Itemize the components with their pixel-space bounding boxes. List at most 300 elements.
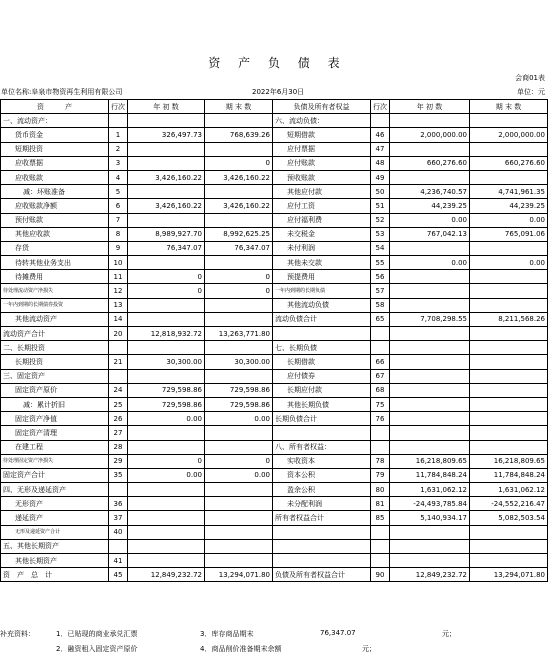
liability-line-no: 58 xyxy=(371,298,390,312)
liability-line-no xyxy=(371,539,390,553)
asset-line-no: 13 xyxy=(109,298,128,312)
liability-line-no: 55 xyxy=(371,256,390,270)
asset-line-no: 5 xyxy=(109,185,128,199)
table-row xyxy=(1,170,548,184)
liability-end-amount xyxy=(470,270,548,284)
liability-begin-amount: 12,849,232.72 xyxy=(390,568,470,582)
asset-end-amount: 729,598.86 xyxy=(205,383,273,397)
asset-name: 待摊费用 xyxy=(1,270,109,284)
form-number: 会商01表 xyxy=(515,74,545,82)
liability-line-no: 54 xyxy=(371,241,390,255)
table-row xyxy=(1,369,548,383)
liability-name: 负债及所有者权益合计 xyxy=(273,568,371,582)
table-row xyxy=(1,539,548,553)
table-row xyxy=(1,256,548,270)
asset-end-amount: 8,992,625.25 xyxy=(205,227,273,241)
table-row xyxy=(1,426,548,440)
asset-end-amount xyxy=(205,497,273,511)
liability-line-no xyxy=(371,554,390,568)
asset-end-amount xyxy=(205,426,273,440)
asset-line-no: 10 xyxy=(109,256,128,270)
liability-line-no: 78 xyxy=(371,454,390,468)
supplement-item-3-amount: 76,347.07 xyxy=(320,629,356,637)
asset-line-no: 14 xyxy=(109,312,128,326)
liability-begin-amount xyxy=(390,412,470,426)
liability-end-amount xyxy=(470,298,548,312)
asset-end-amount: 76,347.07 xyxy=(205,241,273,255)
liability-begin-amount xyxy=(390,539,470,553)
asset-name: 一年内到期的长期债券投资 xyxy=(1,298,109,312)
asset-end-amount: 3,426,160.22 xyxy=(205,170,273,184)
asset-line-no: 29 xyxy=(109,454,128,468)
asset-end-amount: 13,263,771.80 xyxy=(205,327,273,341)
asset-line-no: 40 xyxy=(109,525,128,539)
liability-begin-amount: 44,239.25 xyxy=(390,199,470,213)
column-header: 期 末 数 xyxy=(470,100,548,114)
column-header: 年 初 数 xyxy=(128,100,205,114)
asset-begin-amount: 0.00 xyxy=(128,468,205,482)
asset-end-amount: 0.00 xyxy=(205,412,273,426)
liability-begin-amount: 660,276.60 xyxy=(390,156,470,170)
asset-line-no: 27 xyxy=(109,426,128,440)
asset-line-no xyxy=(109,114,128,128)
asset-begin-amount: 729,598.86 xyxy=(128,397,205,411)
liability-begin-amount xyxy=(390,426,470,440)
liability-begin-amount xyxy=(390,284,470,298)
liability-end-amount: 8,211,568.26 xyxy=(470,312,548,326)
table-row xyxy=(1,412,548,426)
asset-end-amount: 30,300.00 xyxy=(205,355,273,369)
asset-name: 减：坏账准备 xyxy=(1,185,109,199)
liability-name: 应付工资 xyxy=(273,199,371,213)
liability-end-amount: 765,091.06 xyxy=(470,227,548,241)
asset-begin-amount xyxy=(128,369,205,383)
asset-begin-amount: 0 xyxy=(128,454,205,468)
liability-end-amount xyxy=(470,440,548,454)
liability-begin-amount: -24,493,785.84 xyxy=(390,497,470,511)
liability-begin-amount xyxy=(390,554,470,568)
liability-name: 所有者权益合计 xyxy=(273,511,371,525)
asset-line-no: 6 xyxy=(109,199,128,213)
table-row xyxy=(1,440,548,454)
supplement-label: 补充资料： xyxy=(0,630,35,638)
liability-end-amount: 0.00 xyxy=(470,213,548,227)
table-row xyxy=(1,397,548,411)
liability-line-no xyxy=(371,525,390,539)
asset-begin-amount xyxy=(128,554,205,568)
liability-line-no: 52 xyxy=(371,213,390,227)
asset-line-no: 2 xyxy=(109,142,128,156)
asset-begin-amount xyxy=(128,525,205,539)
table-row xyxy=(1,327,548,341)
asset-name: 在建工程 xyxy=(1,440,109,454)
liability-begin-amount xyxy=(390,170,470,184)
table-row xyxy=(1,497,548,511)
asset-end-amount xyxy=(205,213,273,227)
asset-name: 二、长期投资 xyxy=(1,341,109,355)
liability-line-no: 56 xyxy=(371,270,390,284)
liability-name: 盈余公积 xyxy=(273,483,371,497)
liability-line-no: 49 xyxy=(371,170,390,184)
liability-begin-amount xyxy=(390,525,470,539)
liability-begin-amount xyxy=(390,142,470,156)
table-row xyxy=(1,312,548,326)
liability-end-amount: 660,276.60 xyxy=(470,156,548,170)
liability-name: 短期借款 xyxy=(273,128,371,142)
asset-line-no: 12 xyxy=(109,284,128,298)
liability-line-no: 75 xyxy=(371,397,390,411)
asset-line-no: 1 xyxy=(109,128,128,142)
asset-begin-amount: 326,497.73 xyxy=(128,128,205,142)
asset-end-amount xyxy=(205,483,273,497)
liability-end-amount: 5,082,503.54 xyxy=(470,511,548,525)
supplement-item-1: 1．已贴现的商业承兑汇票 xyxy=(56,630,138,638)
asset-name: 减：累计折旧 xyxy=(1,397,109,411)
liability-name xyxy=(273,539,371,553)
liability-line-no xyxy=(371,426,390,440)
liability-line-no: 90 xyxy=(371,568,390,582)
column-header: 年 初 数 xyxy=(390,100,470,114)
asset-name: 应收票据 xyxy=(1,156,109,170)
supplement-line-1 xyxy=(0,629,555,641)
asset-line-no: 20 xyxy=(109,327,128,341)
liability-name xyxy=(273,327,371,341)
liability-name: 八、所有者权益： xyxy=(273,440,371,454)
table-row xyxy=(1,525,548,539)
asset-name: 五、其他长期资产 xyxy=(1,539,109,553)
liability-begin-amount xyxy=(390,341,470,355)
supplement-item-4: 4．商品削价准备期末余额 xyxy=(200,645,282,653)
report-title: 资 产 负 债 表 xyxy=(208,56,347,70)
asset-end-amount: 0 xyxy=(205,454,273,468)
liability-begin-amount: 4,236,740.57 xyxy=(390,185,470,199)
asset-end-amount: 0.00 xyxy=(205,468,273,482)
asset-begin-amount xyxy=(128,511,205,525)
liability-begin-amount xyxy=(390,369,470,383)
liability-name: 六、流动负债： xyxy=(273,114,371,128)
liability-end-amount xyxy=(470,114,548,128)
liability-line-no: 67 xyxy=(371,369,390,383)
table-row xyxy=(1,213,548,227)
asset-end-amount xyxy=(205,142,273,156)
asset-line-no: 37 xyxy=(109,511,128,525)
asset-name: 四、无形及递延资产 xyxy=(1,483,109,497)
liability-name: 预收账款 xyxy=(273,170,371,184)
asset-name: 短期投资 xyxy=(1,142,109,156)
asset-name: 其他流动资产 xyxy=(1,312,109,326)
asset-line-no xyxy=(109,369,128,383)
liability-name: 未交税金 xyxy=(273,227,371,241)
asset-begin-amount: 12,818,932.72 xyxy=(128,327,205,341)
asset-name: 资 产 总 计 xyxy=(1,568,109,582)
asset-line-no: 35 xyxy=(109,468,128,482)
table-row xyxy=(1,114,548,128)
liability-line-no: 48 xyxy=(371,156,390,170)
liability-end-amount xyxy=(470,397,548,411)
liability-begin-amount: 2,000,000.00 xyxy=(390,128,470,142)
table-row xyxy=(1,298,548,312)
asset-line-no: 28 xyxy=(109,440,128,454)
asset-begin-amount xyxy=(128,483,205,497)
liability-line-no xyxy=(371,114,390,128)
liability-line-no xyxy=(371,327,390,341)
asset-begin-amount xyxy=(128,185,205,199)
liability-line-no: 46 xyxy=(371,128,390,142)
liability-end-amount: 4,741,961.35 xyxy=(470,185,548,199)
asset-begin-amount: 30,300.00 xyxy=(128,355,205,369)
asset-line-no: 8 xyxy=(109,227,128,241)
table-row xyxy=(1,156,548,170)
liability-begin-amount xyxy=(390,327,470,341)
asset-begin-amount: 12,849,232.72 xyxy=(128,568,205,582)
column-header: 负债及所有者权益 xyxy=(273,100,371,114)
liability-end-amount: 13,294,071.80 xyxy=(470,568,548,582)
asset-name: 固定资产净值 xyxy=(1,412,109,426)
asset-end-amount xyxy=(205,114,273,128)
asset-begin-amount: 3,426,160.22 xyxy=(128,199,205,213)
asset-begin-amount xyxy=(128,114,205,128)
asset-name: 待处理固定资产净损失 xyxy=(1,454,109,468)
liability-end-amount xyxy=(470,525,548,539)
liability-begin-amount: 16,218,809.65 xyxy=(390,454,470,468)
asset-line-no: 11 xyxy=(109,270,128,284)
liability-name: 未付利润 xyxy=(273,241,371,255)
liability-line-no xyxy=(371,341,390,355)
liability-end-amount xyxy=(470,142,548,156)
asset-name: 三、固定资产 xyxy=(1,369,109,383)
liability-line-no: 76 xyxy=(371,412,390,426)
liability-end-amount xyxy=(470,412,548,426)
header-row xyxy=(1,100,548,114)
liability-name xyxy=(273,426,371,440)
asset-name: 长期投资 xyxy=(1,355,109,369)
liability-line-no: 85 xyxy=(371,511,390,525)
column-header: 行次 xyxy=(371,100,390,114)
liability-begin-amount: 11,784,848.24 xyxy=(390,468,470,482)
liability-end-amount: 1,631,062.12 xyxy=(470,483,548,497)
liability-name: 应付账款 xyxy=(273,156,371,170)
asset-begin-amount: 76,347.07 xyxy=(128,241,205,255)
currency-unit: 单位：元 xyxy=(517,88,545,96)
liability-end-amount xyxy=(470,426,548,440)
table-row xyxy=(1,554,548,568)
liability-begin-amount: 1,631,062.12 xyxy=(390,483,470,497)
asset-begin-amount xyxy=(128,440,205,454)
table-row xyxy=(1,468,548,482)
asset-line-no: 25 xyxy=(109,397,128,411)
supplement-item-4-unit: 元； xyxy=(362,645,376,653)
liability-name: 长期借款 xyxy=(273,355,371,369)
liability-end-amount xyxy=(470,170,548,184)
liability-begin-amount: 7,708,298.55 xyxy=(390,312,470,326)
liability-line-no: 81 xyxy=(371,497,390,511)
asset-begin-amount: 3,426,160.22 xyxy=(128,170,205,184)
asset-end-amount xyxy=(205,539,273,553)
asset-begin-amount xyxy=(128,497,205,511)
asset-end-amount xyxy=(205,341,273,355)
asset-end-amount xyxy=(205,525,273,539)
asset-end-amount: 13,294,071.80 xyxy=(205,568,273,582)
asset-name: 预付账款 xyxy=(1,213,109,227)
liability-begin-amount xyxy=(390,397,470,411)
liability-line-no: 51 xyxy=(371,199,390,213)
liability-line-no: 66 xyxy=(371,355,390,369)
liability-name: 其他应付款 xyxy=(273,185,371,199)
liability-name: 其他长期负债 xyxy=(273,397,371,411)
liability-end-amount xyxy=(470,539,548,553)
asset-begin-amount xyxy=(128,426,205,440)
table-row xyxy=(1,284,548,298)
asset-end-amount: 0 xyxy=(205,156,273,170)
liability-end-amount xyxy=(470,554,548,568)
asset-begin-amount xyxy=(128,312,205,326)
liability-name: 其他流动负债 xyxy=(273,298,371,312)
liability-begin-amount: 0.00 xyxy=(390,213,470,227)
asset-begin-amount xyxy=(128,539,205,553)
report-meta xyxy=(0,87,555,98)
asset-begin-amount xyxy=(128,256,205,270)
asset-end-amount xyxy=(205,185,273,199)
asset-line-no: 4 xyxy=(109,170,128,184)
liability-name: 未分配利润 xyxy=(273,497,371,511)
supplement-item-2: 2．融资租入固定资产原价 xyxy=(56,645,138,653)
asset-line-no: 21 xyxy=(109,355,128,369)
liability-line-no: 47 xyxy=(371,142,390,156)
asset-name: 待转其他业务支出 xyxy=(1,256,109,270)
asset-name: 应收账款 xyxy=(1,170,109,184)
liability-line-no: 65 xyxy=(371,312,390,326)
asset-line-no xyxy=(109,341,128,355)
column-header: 资 产 xyxy=(1,100,109,114)
column-header: 期 末 数 xyxy=(205,100,273,114)
asset-line-no: 9 xyxy=(109,241,128,255)
asset-begin-amount: 729,598.86 xyxy=(128,383,205,397)
liability-begin-amount xyxy=(390,298,470,312)
liability-line-no: 50 xyxy=(371,185,390,199)
liability-begin-amount xyxy=(390,270,470,284)
asset-line-no: 45 xyxy=(109,568,128,582)
asset-end-amount: 768,639.26 xyxy=(205,128,273,142)
table-row xyxy=(1,199,548,213)
table-row xyxy=(1,227,548,241)
asset-name: 固定资产合计 xyxy=(1,468,109,482)
asset-name: 固定资产清理 xyxy=(1,426,109,440)
liability-end-amount: -24,552,216.47 xyxy=(470,497,548,511)
liability-end-amount xyxy=(470,241,548,255)
asset-line-no: 7 xyxy=(109,213,128,227)
asset-name: 其他应收款 xyxy=(1,227,109,241)
asset-name: 存货 xyxy=(1,241,109,255)
liability-name: 流动负债合计 xyxy=(273,312,371,326)
table-row xyxy=(1,383,548,397)
supplement-item-3: 3．库存商品期末 xyxy=(200,630,254,638)
asset-name: 其他长期资产 xyxy=(1,554,109,568)
liability-name: 长期应付款 xyxy=(273,383,371,397)
asset-name: 无形资产 xyxy=(1,497,109,511)
supplement-line-2 xyxy=(0,644,555,656)
liability-begin-amount xyxy=(390,383,470,397)
asset-begin-amount xyxy=(128,142,205,156)
table-row xyxy=(1,568,548,582)
table-row xyxy=(1,511,548,525)
asset-end-amount xyxy=(205,369,273,383)
asset-begin-amount: 0 xyxy=(128,284,205,298)
asset-line-no: 26 xyxy=(109,412,128,426)
liability-begin-amount xyxy=(390,440,470,454)
liability-name: 应付票据 xyxy=(273,142,371,156)
table-row xyxy=(1,483,548,497)
asset-name: 递延资产 xyxy=(1,511,109,525)
column-header: 行次 xyxy=(109,100,128,114)
liability-name: 七、长期负债 xyxy=(273,341,371,355)
asset-name: 待处理流动资产净损失 xyxy=(1,284,109,298)
liability-end-amount xyxy=(470,284,548,298)
asset-begin-amount: 0.00 xyxy=(128,412,205,426)
table-row xyxy=(1,454,548,468)
liability-begin-amount: 5,140,934.17 xyxy=(390,511,470,525)
asset-end-amount: 729,598.86 xyxy=(205,397,273,411)
liability-line-no: 79 xyxy=(371,468,390,482)
liability-end-amount: 16,218,809.65 xyxy=(470,454,548,468)
liability-name xyxy=(273,554,371,568)
asset-name: 应收账款净额 xyxy=(1,199,109,213)
liability-end-amount xyxy=(470,383,548,397)
asset-name: 固定资产原价 xyxy=(1,383,109,397)
liability-name xyxy=(273,525,371,539)
table-row xyxy=(1,185,548,199)
asset-begin-amount xyxy=(128,298,205,312)
table-row xyxy=(1,270,548,284)
liability-line-no xyxy=(371,440,390,454)
asset-line-no xyxy=(109,483,128,497)
asset-begin-amount: 0 xyxy=(128,270,205,284)
liability-name: 实收资本 xyxy=(273,454,371,468)
table-row xyxy=(1,241,548,255)
liability-end-amount: 0.00 xyxy=(470,256,548,270)
liability-line-no: 80 xyxy=(371,483,390,497)
asset-begin-amount xyxy=(128,341,205,355)
liability-begin-amount: 0.00 xyxy=(390,256,470,270)
liability-line-no: 57 xyxy=(371,284,390,298)
table-row xyxy=(1,341,548,355)
asset-end-amount xyxy=(205,511,273,525)
liability-begin-amount: 767,042.13 xyxy=(390,227,470,241)
liability-end-amount xyxy=(470,355,548,369)
asset-end-amount: 0 xyxy=(205,284,273,298)
asset-end-amount xyxy=(205,312,273,326)
asset-name: 一、流动资产： xyxy=(1,114,109,128)
table-row xyxy=(1,355,548,369)
unit-name: 单位名称:阜泉市物资再生利用有限公司 xyxy=(1,88,123,96)
asset-end-amount: 3,426,160.22 xyxy=(205,199,273,213)
liability-end-amount xyxy=(470,369,548,383)
liability-name: 长期负债合计 xyxy=(273,412,371,426)
supplement-item-3-unit: 元； xyxy=(442,630,456,638)
asset-line-no: 36 xyxy=(109,497,128,511)
asset-name: 流动资产合计 xyxy=(1,327,109,341)
asset-line-no: 3 xyxy=(109,156,128,170)
liability-end-amount xyxy=(470,341,548,355)
liability-line-no: 53 xyxy=(371,227,390,241)
liability-name: 应付债券 xyxy=(273,369,371,383)
asset-end-amount: 0 xyxy=(205,270,273,284)
liability-end-amount: 44,239.25 xyxy=(470,199,548,213)
asset-line-no: 24 xyxy=(109,383,128,397)
asset-begin-amount: 8,989,927.70 xyxy=(128,227,205,241)
liability-end-amount xyxy=(470,327,548,341)
asset-name: 货币资金 xyxy=(1,128,109,142)
liability-begin-amount xyxy=(390,355,470,369)
